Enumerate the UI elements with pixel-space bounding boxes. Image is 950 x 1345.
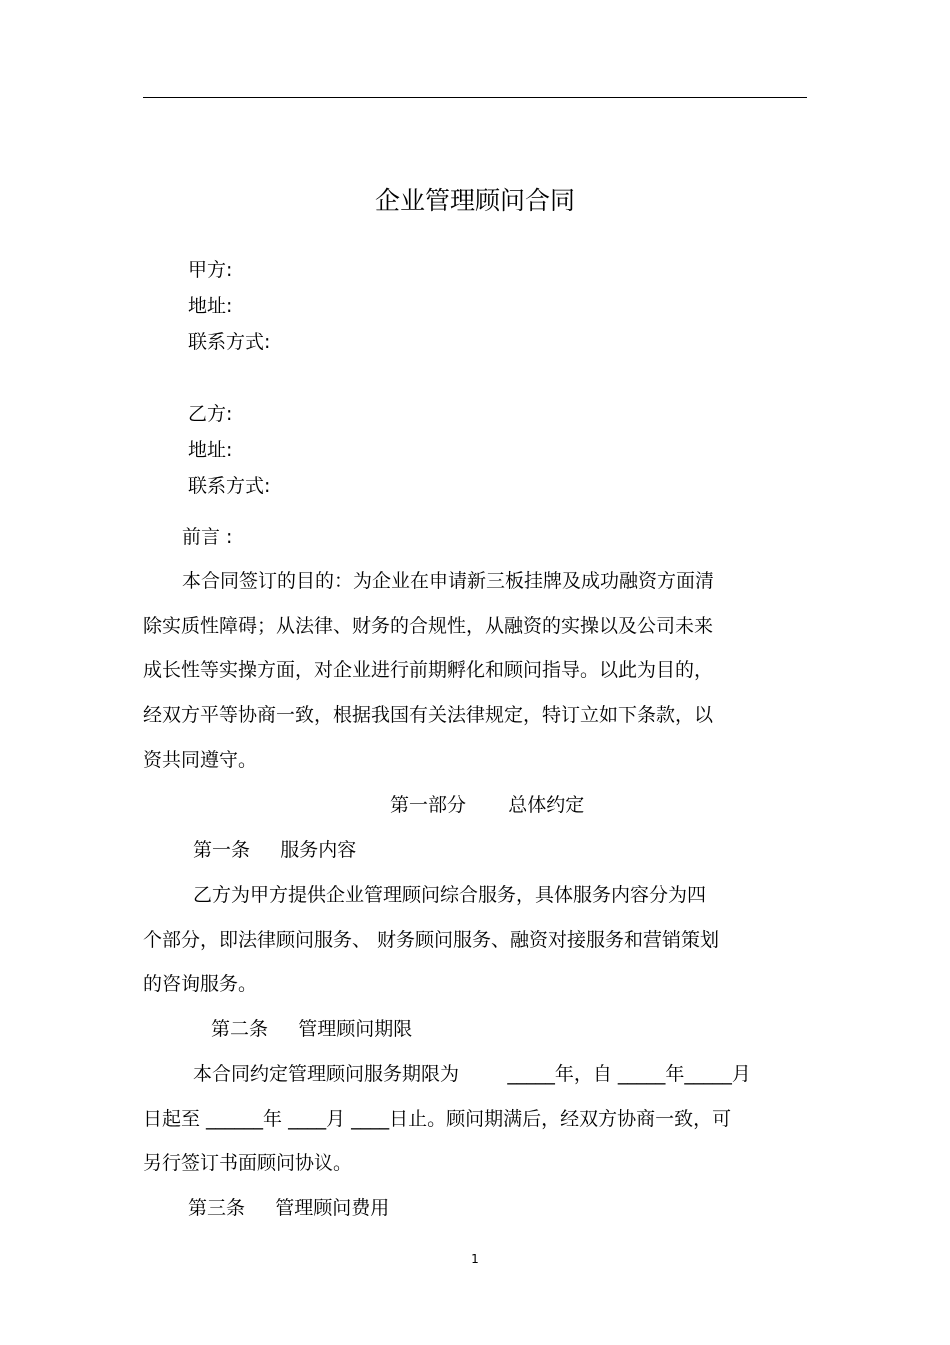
page-number: 1 — [471, 1252, 479, 1266]
document-title: 企业管理顾问合同 — [374, 186, 575, 215]
preface-line: 除实质性障碍；从法律、财务的合规性，从融资的实操以及公司未来 — [143, 615, 714, 637]
party-a-address-label: 地址: — [188, 295, 233, 317]
preface-line: 本合同签订的目的：为企业在申请新三板挂牌及成功融资方面清 — [182, 570, 715, 592]
preface-line: 资共同遵守。 — [143, 749, 258, 771]
party-a-contact-label: 联系方式: — [188, 331, 271, 353]
article-2-line: 本合同约定管理顾问服务期限为 _____年，自 _____年_____月 — [193, 1063, 751, 1085]
article-1-line: 的咨询服务。 — [143, 973, 258, 995]
party-b-address-label: 地址: — [188, 439, 233, 461]
article-2-line: 另行签订书面顾问协议。 — [143, 1152, 353, 1174]
article-1-line: 乙方为甲方提供企业管理顾问综合服务，具体服务内容分为四 — [193, 884, 707, 906]
article-2-heading: 第二条 管理顾问期限 — [211, 1018, 413, 1040]
preface-line: 成长性等实操方面，对企业进行前期孵化和顾问指导。以此为目的， — [143, 659, 714, 681]
article-1-line: 个部分，即法律顾问服务、 财务顾问服务、融资对接服务和营销策划 — [143, 929, 720, 951]
preface-label: 前言 : — [182, 526, 233, 548]
party-a-name-label: 甲方: — [188, 259, 233, 281]
preface-line: 经双方平等协商一致，根据我国有关法律规定，特订立如下条款，以 — [143, 704, 714, 726]
article-2-line: 日起至 ______年 ____月 ____日止。顾问期满后，经双方协商一致，可 — [143, 1108, 732, 1130]
party-b-name-label: 乙方: — [188, 403, 233, 425]
part-one-heading: 第一部分 总体约定 — [390, 794, 585, 816]
party-b-contact-label: 联系方式: — [188, 475, 271, 497]
header-rule — [143, 97, 807, 98]
article-1-heading: 第一条 服务内容 — [193, 839, 357, 861]
article-3-heading: 第三条 管理顾问费用 — [188, 1197, 390, 1219]
